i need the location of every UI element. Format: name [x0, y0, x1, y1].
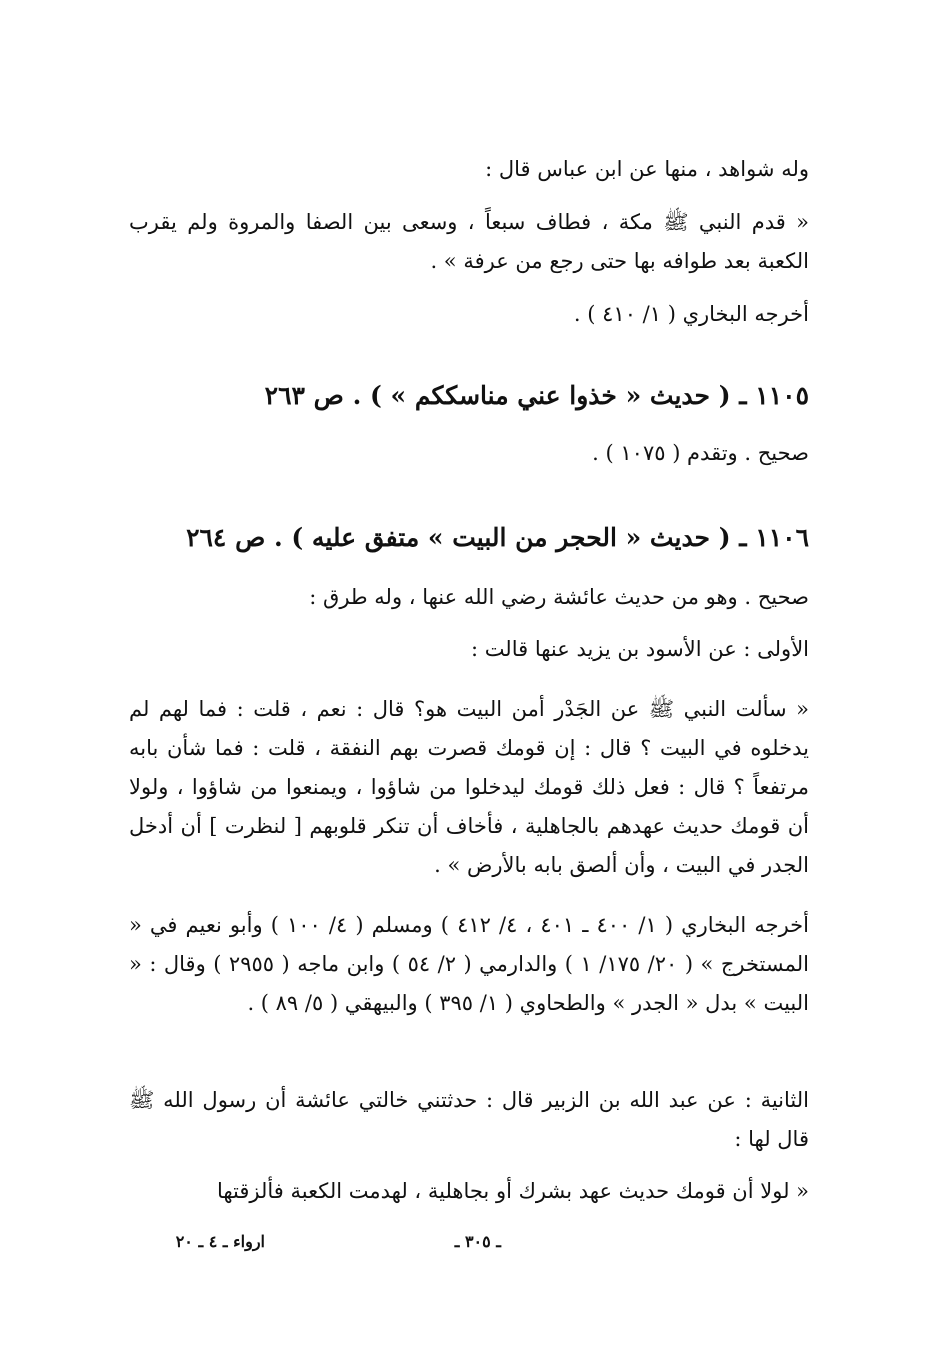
page-number: ـ ٣٠٥ ـ	[454, 1232, 501, 1251]
hadith-quote-ibn-zubair: « لولا أن قومك حديث عهد بشرك أو بجاهلية ، لهدمت الكعبة فألزقتها	[216, 1179, 809, 1203]
hadith-quote-aisha: « سألت النبي ﷺ عن الجَدْر أمن البيت هو؟ قال : نعم ، قلت : فما لهم لم يدخلوه في البيت ؟ قال : إن قومك قصرت بهم النفقة ، قلت : فما شأن بابه مرتفعاً ؟ قال : فعل ذلك قومك ليدخلوا من شاؤوا ، ويمنعوا من شاؤوا ، ولولا أن قومك حديث عهدهم بالجاهلية ، فأخاف أن تنكر قلوبهم [ لنظرت ] أن أدخل الجدر في البيت ، وأن ألصق بابه بالأرض » .	[129, 697, 809, 877]
signature-mark: ارواء ـ ٤ ـ ٢٠	[175, 1232, 265, 1251]
takhrij-bukhari: أخرجه البخاري ( ١/ ٤١٠ ) .	[573, 302, 809, 326]
second-route: الثانية : عن عبد الله بن الزبير قال : حدثتني خالتي عائشة أن رسول الله ﷺ قال لها :	[129, 1088, 809, 1151]
takhrij-paragraph: أخرجه البخاري ( ١/ ٤٠٠ ـ ٤٠١ ، ٤/ ٤١٢ ) ومسلم ( ٤/ ١٠٠ ) وأبو نعيم في « المستخرج » ( ٢٠/ ١٧٥/ ١ ) والدارمي ( ٢/ ٥٤ ) وابن ماجه ( ٢٩٥٥ ) وقال : « البيت » بدل « الجدر » والطحاوي ( ١/ ٣٩٥ ) والبيهقي ( ٥/ ٨٩ ) .	[129, 913, 809, 1015]
first-route: الأولى : عن الأسود بن يزيد عنها قالت :	[470, 637, 809, 661]
hadith-heading-1105: ١١٠٥ ـ ( حديث « خذوا عني مناسككم » ) . ص ٢٦٣	[264, 381, 809, 410]
grading-1105: صحيح . وتقدم ( ١٠٧٥ ) .	[592, 441, 809, 465]
hadith-quote-ibn-abbas: « قدم النبي ﷺ مكة ، فطاف سبعاً ، وسعى بين الصفا والمروة ولم يقرب الكعبة بعد طوافه بها حتى رجع من عرفة » .	[129, 210, 809, 273]
paragraph-shawahid-intro: وله شواهد ، منها عن ابن عباس قال :	[485, 157, 809, 181]
grading-1106: صحيح . وهو من حديث عائشة رضي الله عنها ، وله طرق :	[309, 585, 809, 609]
hadith-heading-1106: ١١٠٦ ـ ( حديث « الحجر من البيت » متفق عليه ) . ص ٢٦٤	[186, 523, 809, 552]
